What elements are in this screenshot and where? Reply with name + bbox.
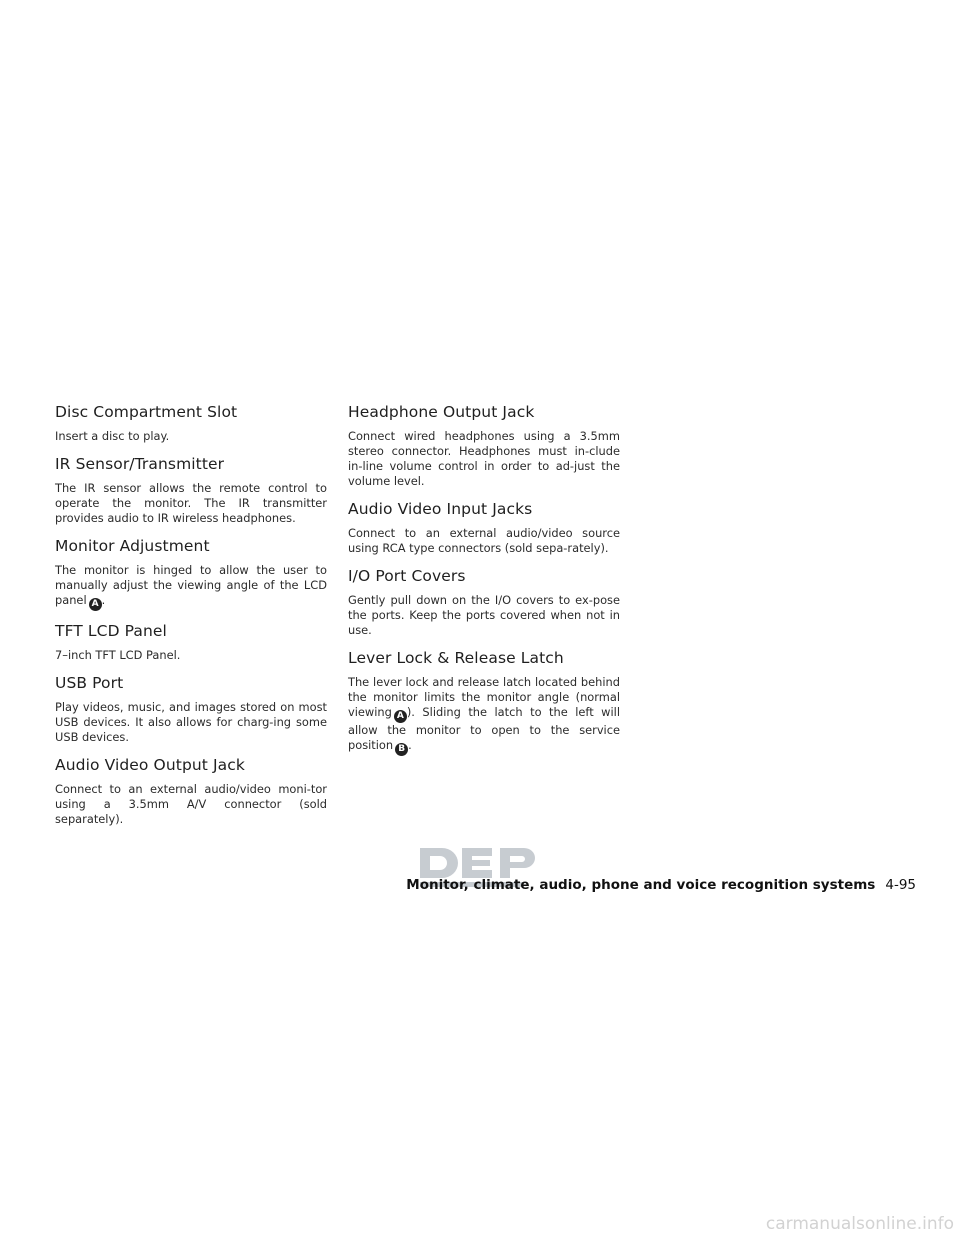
section-title: Headphone Output Jack	[348, 403, 535, 421]
right-column	[348, 402, 620, 766]
site-watermark: carmanualsonline.info	[765, 1214, 954, 1234]
section-body: The IR sensor allows the remote control to operate the monitor. The IR transmitter provides audio to IR wireless headphones.	[55, 481, 327, 525]
left-column	[55, 402, 327, 837]
page-number: 4-95	[885, 877, 916, 893]
section-title: IR Sensor/Transmitter	[55, 455, 225, 473]
section-body: Connect to an external audio/video source using RCA type connectors (sold sepa-rately).	[348, 526, 620, 555]
section-body	[348, 675, 620, 756]
section-body: Connect wired headphones using a 3.5mm stereo connector. Headphones must in-clude in-line volume control in order to ad-just the volume level.	[348, 429, 620, 488]
section-body: Play videos, music, and images stored on most USB devices. It also allows for charg-ing some USB devices.	[55, 700, 327, 744]
body-text: .	[408, 738, 412, 752]
body-text: .	[101, 593, 106, 607]
section-body: Insert a disc to play.	[55, 429, 170, 443]
section-title: I/O Port Covers	[348, 567, 466, 585]
section-body	[55, 563, 327, 611]
section-title: Lever Lock & Release Latch	[348, 649, 564, 667]
section-title: Audio Video Output Jack	[55, 756, 245, 774]
section-title: Audio Video Input Jacks	[348, 500, 533, 518]
body-text: The monitor is hinged to allow the user to manually adjust the viewing angle of the LCD panel	[55, 563, 327, 607]
footer-section-title: Monitor, climate, audio, phone and voice recognition systems	[406, 877, 876, 893]
section-title: TFT LCD Panel	[55, 622, 167, 640]
section-title: Disc Compartment Slot	[55, 403, 238, 421]
page-footer	[406, 877, 916, 893]
section-title: Monitor Adjustment	[55, 537, 210, 555]
body-text: The lever lock and release latch located behind the monitor limits the monitor angle (normal viewing	[348, 675, 620, 719]
section-title: USB Port	[55, 674, 124, 692]
callout-a-icon: A	[89, 598, 102, 611]
callout-b-icon: B	[395, 743, 408, 756]
section-body: 7–inch TFT LCD Panel.	[55, 648, 181, 662]
body-text: ). Sliding the latch to the left will allow the monitor to open to the service position	[348, 705, 620, 752]
callout-a-icon: A	[394, 710, 407, 723]
section-body: Gently pull down on the I/O covers to ex-pose the ports. Keep the ports covered when not in use.	[348, 593, 620, 637]
section-body: Connect to an external audio/video moni-tor using a 3.5mm A/V connector (sold separately).	[55, 782, 327, 826]
